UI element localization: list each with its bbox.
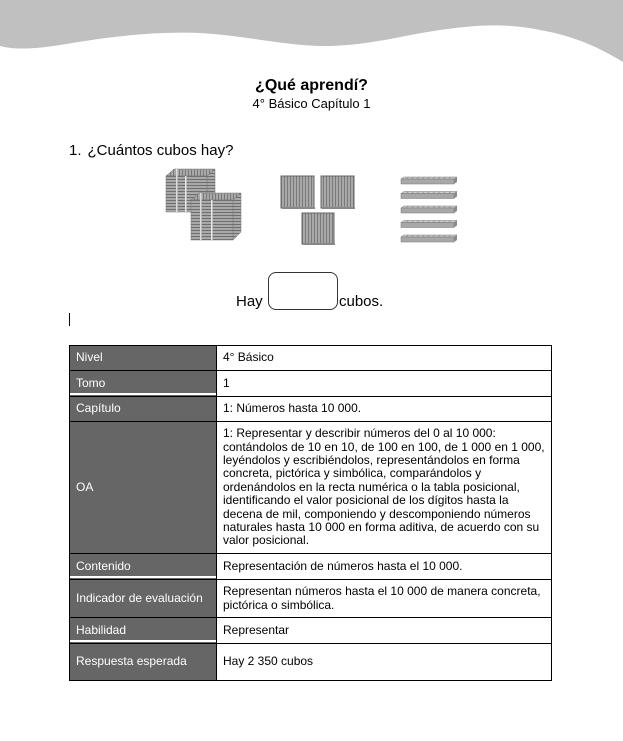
- row-value: Hay 2 350 cubos: [217, 644, 552, 681]
- hundred-flat-block: [302, 213, 335, 245]
- row-label: Tomo: [70, 371, 217, 397]
- table-row: [70, 397, 552, 422]
- row-label: Respuesta esperada: [70, 644, 217, 681]
- curriculum-info-table: [69, 345, 552, 681]
- base-ten-blocks-figure: [0, 0, 623, 260]
- thousand-cube-block: [191, 193, 241, 240]
- table-row: [70, 554, 552, 580]
- text-cursor: [69, 313, 70, 326]
- ten-rod-block: [401, 177, 457, 184]
- table-row: [70, 422, 552, 554]
- ten-rod-block: [401, 192, 457, 199]
- ten-rod-block: [401, 221, 457, 228]
- table-row: [70, 644, 552, 681]
- hundred-flat-block: [321, 176, 355, 209]
- answer-suffix: cubos.: [339, 293, 384, 310]
- page-subtitle: 4° Básico Capítulo 1: [252, 96, 371, 111]
- table-row: [70, 371, 552, 397]
- row-value: Representar: [217, 618, 552, 644]
- row-value: 1: Números hasta 10 000.: [217, 397, 552, 422]
- row-label: Contenido: [70, 554, 217, 580]
- hundred-flat-block: [281, 176, 315, 209]
- row-value: 1: [217, 371, 552, 397]
- answer-input-box[interactable]: [268, 272, 338, 310]
- row-label: OA: [70, 422, 217, 554]
- row-value: Representan números hasta el 10 000 de manera concreta, pictórica o simbólica.: [217, 580, 552, 618]
- row-label: Habilidad: [70, 618, 217, 644]
- row-value: Representación de números hasta el 10 000.: [217, 554, 552, 580]
- row-label: Nivel: [70, 346, 217, 371]
- row-value: 4° Básico: [217, 346, 552, 371]
- table-row: [70, 346, 552, 371]
- question-text: ¿Cuántos cubos hay?: [87, 142, 234, 159]
- question-number: 1.: [69, 142, 82, 159]
- row-label: Indicador de evaluación: [70, 580, 217, 618]
- table-row: [70, 580, 552, 618]
- row-label: Capítulo: [70, 397, 217, 422]
- page-title: ¿Qué aprendí?: [255, 77, 368, 94]
- ten-rod-block: [401, 235, 457, 242]
- row-value: 1: Representar y describir números del 0 al 10 000: contándolos de 10 en 10, de 100 en 100, de 1 000 en 1 000, leyéndolos y escribiéndolos, representándolos en forma concreta, pictórica y simbólica, comparándolos y ordenándolos en la recta numérica o la tabla posicional, identificando el valor posicional de los dígitos hasta la decena de mil, componiendo y descomponiendo números naturales hasta 10 000 en forma aditiva, de acuerdo con su valor posicional.: [217, 422, 552, 554]
- answer-prefix: Hay: [236, 293, 263, 310]
- ten-rod-block: [401, 206, 457, 213]
- table-row: [70, 618, 552, 644]
